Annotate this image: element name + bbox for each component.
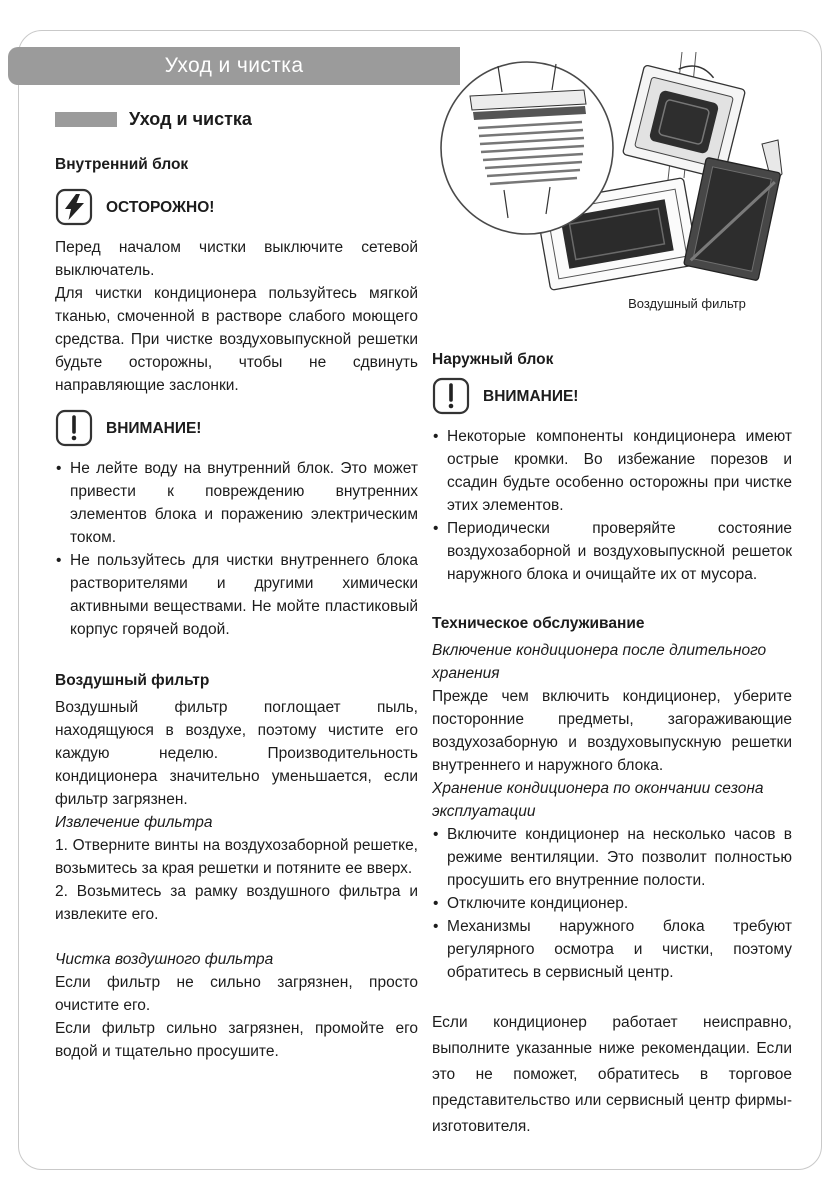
bullet-item: • Включите кондиционер на несколько часов в режиме вентиляции. Это позволит полностью просушить его внутренние полости.: [432, 823, 792, 892]
troubleshooting-paragraph: Если кондиционер работает неисправно, выполните указанные ниже рекомендации. Если это не поможет, обратитесь в торговое представительство или сервисный центр фирмы-изготовителя.: [432, 1014, 792, 1135]
paragraph: Перед началом чистки выключите сетевой выключатель.: [55, 239, 418, 279]
bullet-item: • Отключите кондиционер.: [432, 892, 792, 915]
paragraph: Если фильтр сильно загрязнен, промойте его водой и тщательно просушите.: [55, 1020, 418, 1060]
caution-row: [55, 188, 418, 226]
paragraph: Прежде чем включить кондиционер, уберите посторонние предметы, загораживающие воздухозаборную и воздуховыпускную решетки внутреннего и наружного блока.: [432, 688, 792, 774]
filter-removal-subheading: Извлечение фильтра: [55, 814, 213, 831]
figure: [432, 48, 792, 312]
attention-row: [432, 377, 792, 415]
attention-label: ВНИМАНИЕ!: [106, 419, 202, 437]
figure-caption: Воздушный фильтр: [628, 296, 746, 311]
bullet-item: • Некоторые компоненты кондиционера имеют острые кромки. Во избежание порезов и ссадин будьте особенно осторожны при чистке этих элементов.: [432, 425, 792, 517]
step-paragraph: 1. Отверните винты на воздухозаборной решетке, возьмитесь за края решетки и потяните ее вверх.: [55, 837, 418, 877]
header-title: Уход и чистка: [164, 54, 304, 77]
section-header: [55, 108, 418, 131]
paragraph: Для чистки кондиционера пользуйтесь мягкой тканью, смоченной в растворе слабого моющего средства. При чистке воздуховыпускной решетки будьте осторожны, чтобы не сдвинуть направляющие заслонки.: [55, 285, 418, 394]
caution-label: ОСТОРОЖНО!: [106, 198, 215, 216]
attention-row: [55, 409, 418, 447]
restart-subheading: Включение кондиционера после длительного хранения: [432, 642, 767, 682]
exclamation-icon: [432, 377, 470, 415]
storage-subheading: Хранение кондиционера по окончании сезона эксплуатации: [432, 780, 764, 820]
exclamation-icon: [55, 409, 93, 447]
outdoor-unit-heading: Наружный блок: [432, 351, 554, 368]
paragraph: Если фильтр не сильно загрязнен, просто очистите его.: [55, 974, 418, 1014]
bullet-item: • Периодически проверяйте состояние воздухозаборной и воздуховыпускной решеток наружного блока и очищайте их от мусора.: [432, 517, 792, 586]
paragraph: Воздушный фильтр поглощает пыль, находящуюся в воздухе, поэтому чистите его каждую неделю. Производительность кондиционера значительно уменьшается, если фильтр загрязнен.: [55, 699, 418, 808]
maintenance-heading: Техническое обслуживание: [432, 615, 645, 632]
section-title: Уход и чистка: [129, 109, 252, 129]
indoor-unit-heading: Внутренний блок: [55, 156, 189, 173]
bullet-item: • Не лейте воду на внутренний блок. Это может привести к повреждению внутренних элементов блока и поражению электрическим током.: [55, 457, 418, 549]
header-bar: [8, 47, 460, 85]
attention-label: ВНИМАНИЕ!: [483, 387, 579, 405]
step-paragraph: 2. Возьмитесь за рамку воздушного фильтра и извлеките его.: [55, 883, 418, 923]
bullet-item: • Механизмы наружного блока требуют регулярного осмотра и чистки, поэтому обратитесь в сервисный центр.: [432, 915, 792, 984]
filter-cleaning-subheading: Чистка воздушного фильтра: [55, 951, 274, 968]
right-column: [432, 48, 792, 1140]
left-column: [55, 108, 418, 1063]
air-conditioner-illustration: [432, 48, 784, 292]
section-marker: [55, 112, 117, 127]
air-filter-heading: Воздушный фильтр: [55, 672, 210, 689]
bullet-item: • Не пользуйтесь для чистки внутреннего блока растворителями и другими химически активными веществами. Не мойте пластиковый корпус горячей водой.: [55, 549, 418, 641]
lightning-icon: [55, 188, 93, 226]
